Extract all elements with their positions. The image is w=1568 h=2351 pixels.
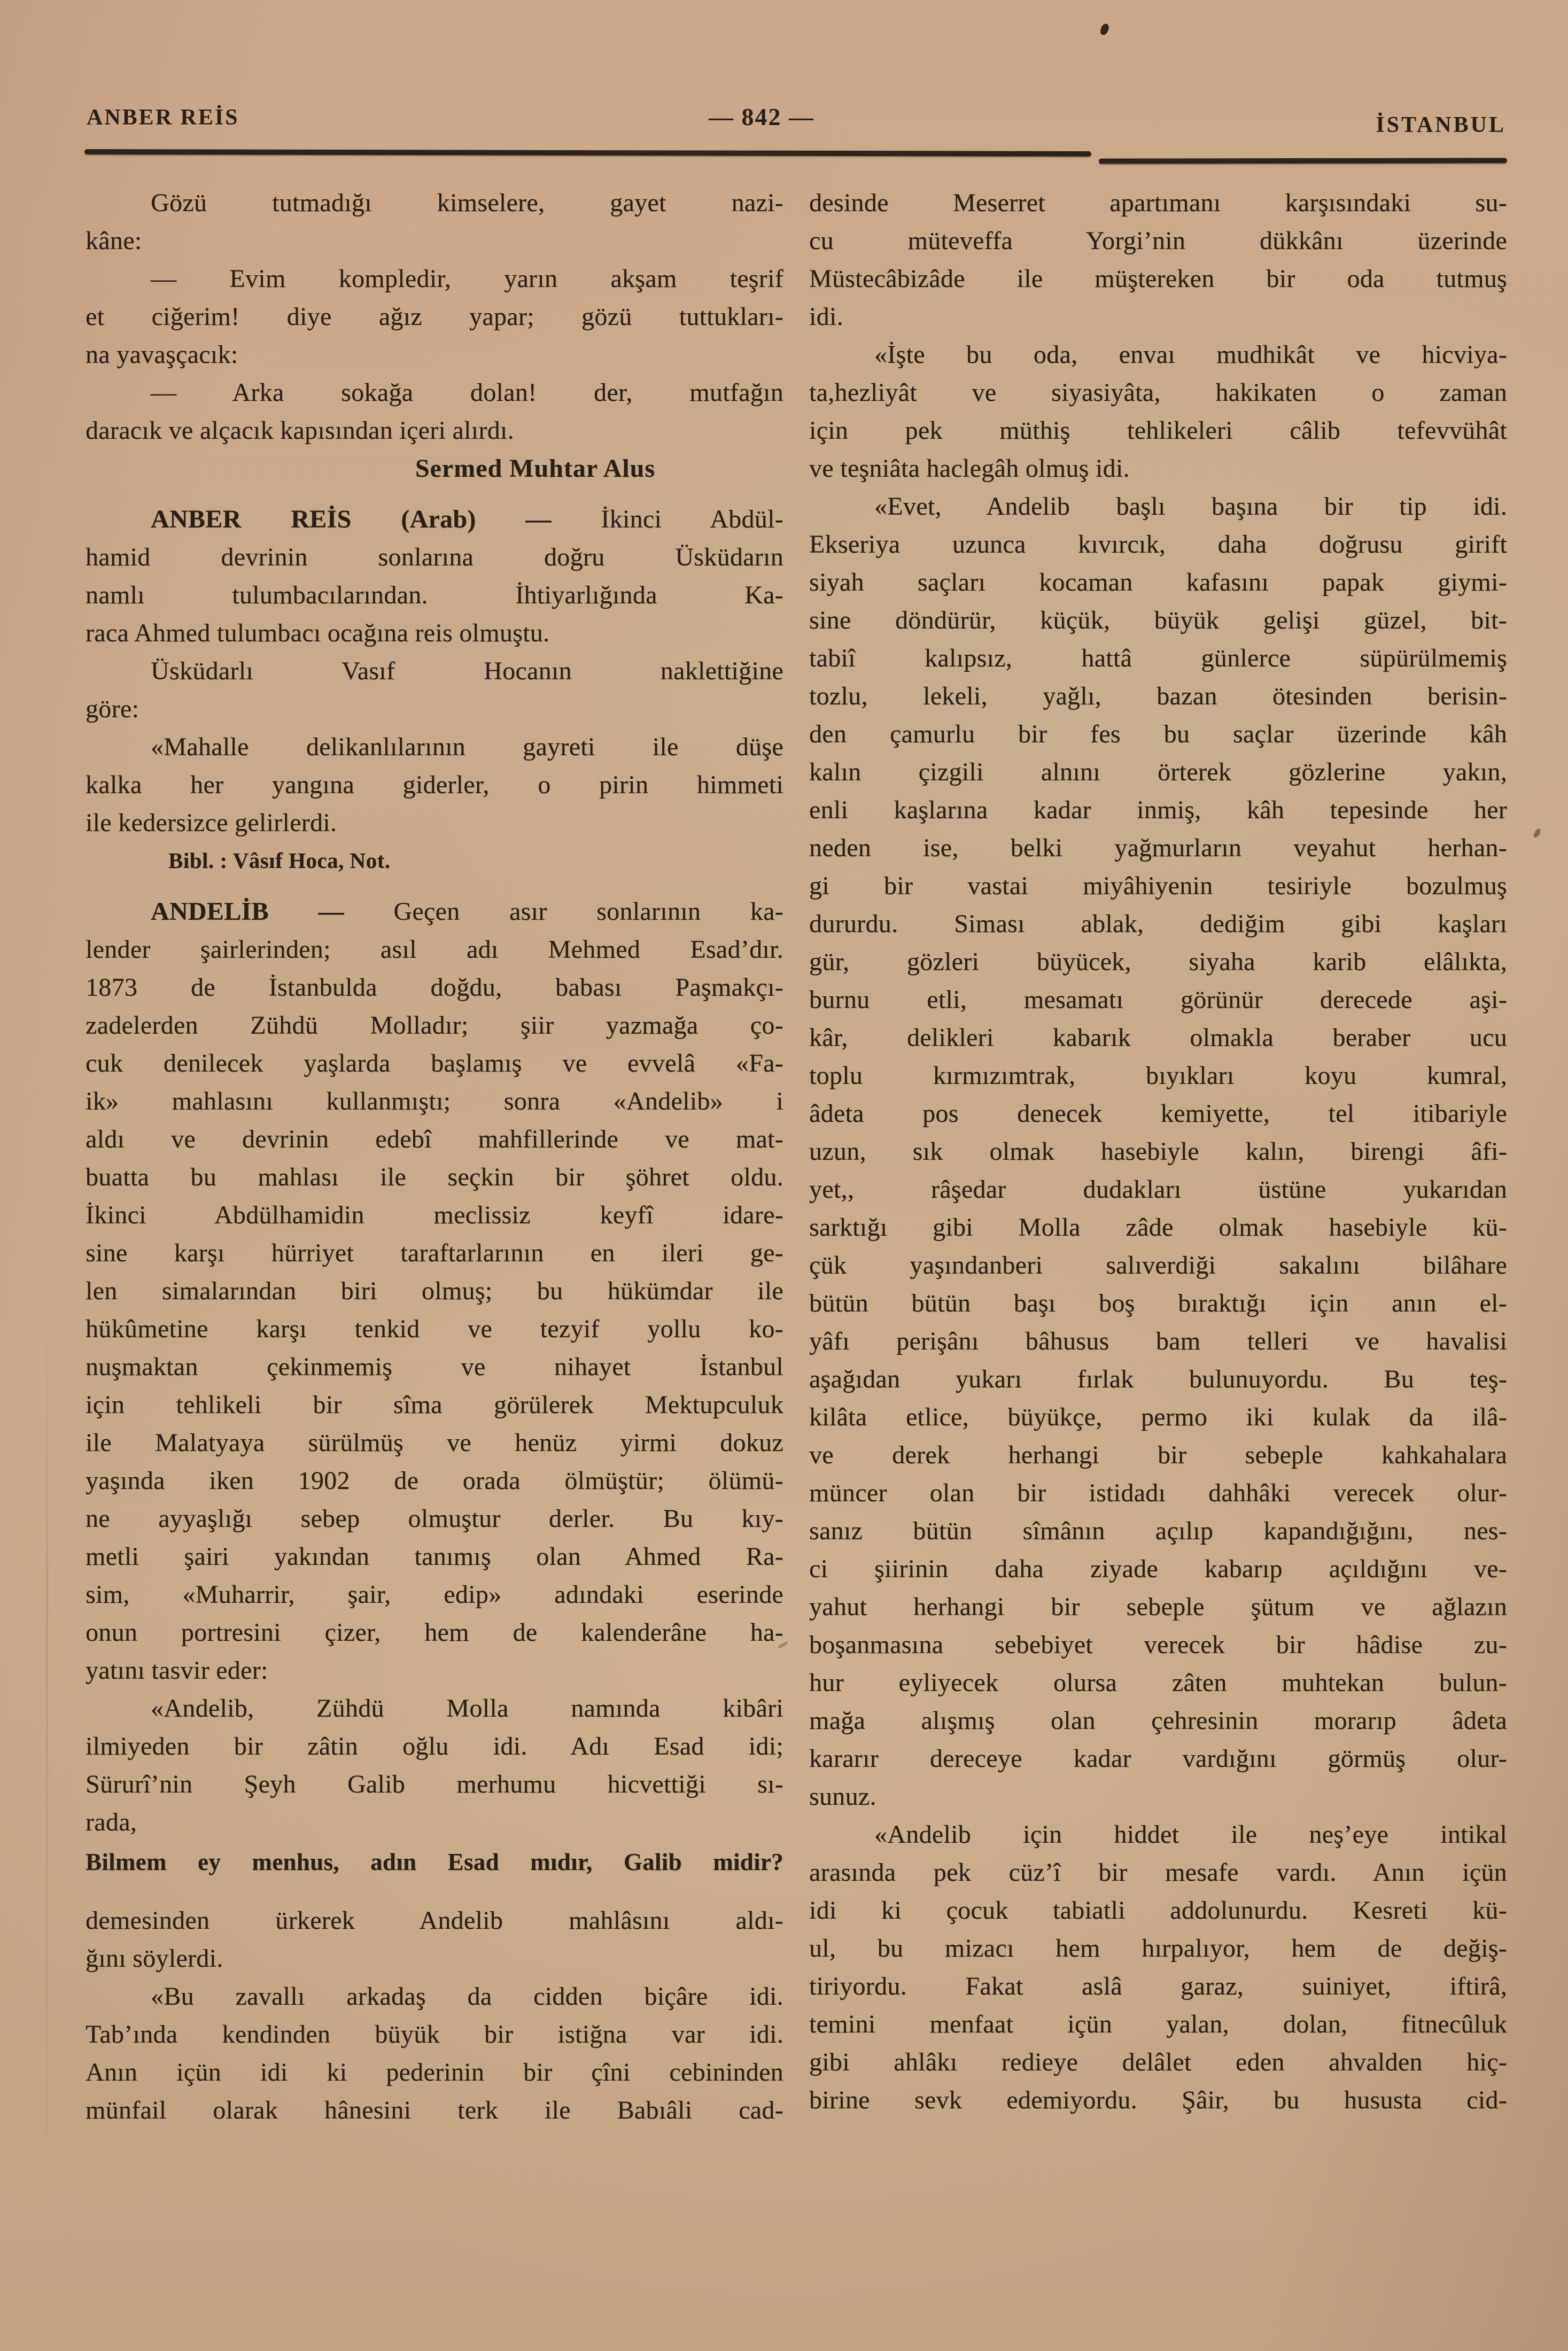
paragraph-normal: [86, 1902, 783, 1977]
entry-headword: ANBER REİS (Arab) —: [151, 505, 601, 533]
text-run: Anın içün idi ki pederinin bir çîni cebininden: [86, 2058, 783, 2086]
text-line: [809, 260, 1507, 298]
text-line: [809, 601, 1507, 639]
page-header: [0, 0, 1568, 144]
text-run: ne ayyaşlığı sebep olmuştur derler. Bu kıy-: [86, 1504, 783, 1533]
text-line: [86, 1386, 783, 1424]
text-run: idi.: [809, 302, 843, 331]
text-run: «Andelib için hiddet ile neş’eye intikal: [874, 1820, 1507, 1849]
header-rule-right-segment: [1099, 158, 1507, 164]
text-line: [809, 184, 1507, 222]
text-line: [86, 412, 783, 449]
text-line: [86, 2053, 783, 2091]
text-line: [86, 1006, 783, 1044]
text-run: daracık ve alçacık kapısından içeri alırdı.: [86, 416, 514, 445]
paragraph-normal: [86, 260, 783, 374]
text-run: Tab’ında kendinden büyük bir istiğna var idi.: [86, 2020, 783, 2049]
text-line: [809, 1550, 1507, 1588]
text-line: [86, 374, 783, 412]
text-run: den çamurlu bir fes bu saçlar üzerinde kâh: [809, 720, 1507, 748]
text-run: ul, bu mizacı hem hırpalıyor, hem de değiş-: [809, 1934, 1507, 1962]
text-line: [86, 1044, 783, 1082]
text-run: buatta bu mahlası ile seçkin bir şöhret oldu.: [86, 1163, 783, 1191]
text-line: [809, 1512, 1507, 1550]
text-line: [809, 1436, 1507, 1474]
text-run: ve teşniâta haclegâh olmuş idi.: [809, 454, 1130, 483]
text-line: [86, 1158, 783, 1196]
text-line: [86, 260, 783, 298]
text-line: [86, 184, 783, 222]
text-line: [86, 804, 783, 842]
text-line: [86, 690, 783, 728]
text-run: cuk denilecek yaşlarda başlamış ve evvelâ «Fa-: [86, 1049, 783, 1077]
text-line: [86, 1765, 783, 1803]
text-run: enli kaşlarına kadar inmiş, kâh tepesinde her: [809, 796, 1507, 824]
column-left: [86, 184, 783, 2129]
text-line: [86, 298, 783, 336]
text-run: dururdu. Siması ablak, dediğim gibi kaşları: [809, 910, 1507, 938]
text-run: kalın çizgili alnını örterek gözlerine yakın,: [809, 758, 1507, 786]
text-run: Ekseriya uzunca kıvırcık, daha doğrusu girift: [809, 530, 1507, 558]
text-run: ik» mahlasını kullanmıştı; sonra «Andelib» i: [86, 1087, 783, 1115]
text-line: [86, 1120, 783, 1158]
text-run: sunuz.: [809, 1782, 876, 1811]
text-run: Gözü tutmadığı kimselere, gayet nazi-: [151, 189, 783, 217]
text-line: [86, 500, 783, 538]
paragraph-normal: [809, 336, 1507, 487]
text-line: [809, 715, 1507, 753]
text-run: ilmiyeden bir zâtin oğlu idi. Adı Esad idi;: [86, 1732, 783, 1760]
text-line: [809, 563, 1507, 601]
text-line: [86, 1424, 783, 1462]
text-run: sim, «Muharrir, şair, edip» adındaki eserinde: [86, 1580, 783, 1609]
text-line: [809, 867, 1507, 905]
text-run: et ciğerim! diye ağız yapar; gözü tuttukları-: [86, 302, 783, 331]
text-line: [809, 1474, 1507, 1512]
text-run: gür, gözleri büyücek, siyaha karib elâlıkta,: [809, 948, 1507, 976]
text-line: [809, 1284, 1507, 1322]
text-run: tozlu, lekeli, yağlı, bazan ötesinden berisin-: [809, 682, 1507, 710]
text-run: ve derek herhangi bir sebeple kahkahalara: [809, 1441, 1507, 1469]
header-rule-left-segment: [84, 149, 1091, 157]
text-run: sanız bütün sîmânın açılıp kapandığığını, nes-: [809, 1517, 1507, 1545]
text-line: [86, 614, 783, 652]
text-run: yâfı perişânı bâhusus bam telleri ve havalisi: [809, 1327, 1507, 1355]
paragraph-normal: [86, 184, 783, 260]
text-line: [809, 677, 1507, 715]
text-line: [809, 2081, 1507, 2119]
text-run: İkinci Abdül-: [601, 505, 783, 533]
text-run: Sürurî’nin Şeyh Galib merhumu hicvettiği sı-: [86, 1770, 783, 1798]
text-line: [86, 968, 783, 1006]
text-run: âdeta pos denecek kemiyette, tel itibariyle: [809, 1099, 1507, 1128]
text-run: boşanmasına sebebiyet verecek bir hâdise zu-: [809, 1631, 1507, 1659]
text-line: [809, 639, 1507, 677]
text-run: rada,: [86, 1808, 137, 1836]
paragraph-verse: [86, 1843, 783, 1881]
text-run: münfail olarak hânesini terk ile Babıâli cad-: [86, 2096, 783, 2124]
text-line: [86, 1082, 783, 1120]
text-run: kilâta etlice, büyükçe, permo iki kulak da ilâ-: [809, 1403, 1507, 1431]
text-run: — Evim kompledir, yarın akşam teşrif: [151, 265, 783, 293]
text-run: Geçen asır sonlarının ka-: [393, 897, 783, 926]
paragraph-normal: [809, 184, 1507, 336]
text-line: [86, 1727, 783, 1765]
text-run: yahut herhangi bir sebeple şütum ve ağlazın: [809, 1593, 1507, 1621]
text-line: [809, 943, 1507, 981]
text-run: arasında pek cüz’î bir mesafe vardı. Anın içün: [809, 1858, 1507, 1887]
text-line: [86, 1272, 783, 1310]
paragraph-entry: [86, 500, 783, 652]
text-run: — Arka sokağa dolan! der, mutfağın: [151, 378, 783, 407]
text-line: [809, 412, 1507, 449]
text-run: için tehlikeli bir sîma görülerek Mektupculuk: [86, 1391, 783, 1419]
page-number: — 842 —: [709, 103, 814, 130]
paragraph-bibl: [86, 842, 783, 880]
paragraph-normal: [809, 487, 1507, 1815]
text-run: na yavaşçacık:: [86, 340, 238, 369]
text-run: gibi ahlâkı redieye delâlet eden ahvalden hiç-: [809, 2048, 1507, 2076]
text-line: [86, 1939, 783, 1977]
text-line: [86, 893, 783, 930]
text-run: birine sevk edemiyordu. Şâir, bu hususta cid-: [809, 2086, 1507, 2114]
text-line: [86, 1462, 783, 1500]
text-run: «Bu zavallı arkadaş da cidden biçâre idi.: [151, 1982, 783, 2011]
text-run: hükûmetine karşı tenkid ve tezyif yollu ko-: [86, 1315, 783, 1343]
text-run: kararır dereceye kadar vardığını görmüş olur-: [809, 1744, 1507, 1773]
text-line: [86, 652, 783, 690]
text-line: [86, 2015, 783, 2053]
text-line: [809, 1057, 1507, 1095]
text-line: [86, 842, 783, 880]
text-line: [809, 1095, 1507, 1132]
text-run: yatını tasvir eder:: [86, 1656, 268, 1685]
text-line: [809, 1929, 1507, 1967]
text-run: kâne:: [86, 227, 142, 255]
text-line: [809, 525, 1507, 563]
text-run: aşağıdan yukarı fırlak bulunuyordu. Bu teş-: [809, 1365, 1507, 1393]
text-line: [86, 1576, 783, 1613]
text-line: [86, 930, 783, 968]
text-line: [86, 449, 783, 487]
text-line: [809, 1702, 1507, 1740]
text-line: [809, 1853, 1507, 1891]
text-run: zadelerden Zühdü Molladır; şiir yazmağa ço-: [86, 1011, 783, 1039]
text-line: [809, 1778, 1507, 1815]
text-run: Müstecâbizâde ile müştereken bir oda tutmuş: [809, 265, 1507, 293]
text-run: tiriyordu. Fakat aslâ garaz, suiniyet, iftirâ,: [809, 1972, 1507, 2000]
text-line: [809, 2043, 1507, 2081]
text-line: [86, 2091, 783, 2129]
text-line: [809, 487, 1507, 525]
text-line: [809, 1967, 1507, 2005]
text-run: 1873 de İstanbulda doğdu, babası Paşmakçı-: [86, 973, 783, 1002]
text-line: [86, 222, 783, 260]
text-line: [809, 1322, 1507, 1360]
text-run: demesinden ürkerek Andelib mahlâsını aldı-: [86, 1906, 783, 1935]
paper-scratch: [46, 1309, 48, 2245]
text-run: ile Malatyaya sürülmüş ve henüz yirmi dokuz: [86, 1429, 783, 1457]
text-line: [86, 1902, 783, 1939]
text-line: [809, 1398, 1507, 1436]
entry-headword: ANDELİB —: [151, 897, 394, 926]
text-run: Sermed Muhtar Alus: [415, 454, 655, 483]
text-run: lender şairlerinden; asıl adı Mehmed Esad’dır.: [86, 935, 783, 964]
text-line: [809, 222, 1507, 260]
text-run: len simalarından biri olmuş; bu hükümdar ile: [86, 1277, 783, 1305]
text-line: [86, 1310, 783, 1348]
text-run: sine döndürür, küçük, büyük gelişi güzel, bit-: [809, 606, 1507, 634]
text-run: ci şiirinin daha ziyade kabarıp açıldığını ve-: [809, 1555, 1507, 1583]
text-run: ile kedersizce gelirlerdi.: [86, 809, 337, 837]
text-run: nuşmaktan çekinmemiş ve nihayet İstanbul: [86, 1353, 783, 1381]
text-run: ta,hezliyât ve siyasiyâta, hakikaten o zaman: [809, 378, 1507, 407]
text-run: Üsküdarlı Vasıf Hocanın naklettiğine: [151, 657, 783, 685]
text-run: desinde Meserret apartımanı karşısındaki su-: [809, 189, 1507, 217]
text-run: namlı tulumbacılarından. İhtiyarlığında Ka-: [86, 581, 783, 609]
text-run: ğını söylerdi.: [86, 1944, 223, 1973]
text-line: [86, 1689, 783, 1727]
text-run: idi ki çocuk tabiatli addolunurdu. Kesreti kü-: [809, 1896, 1507, 1925]
paragraph-normal: [86, 728, 783, 842]
text-line: [809, 829, 1507, 867]
text-run: Bilmem ey menhus, adın Esad mıdır, Galib midir?: [86, 1849, 783, 1875]
text-line: [809, 1246, 1507, 1284]
running-title-right: İSTANBUL: [1376, 113, 1506, 137]
text-run: bütün bütün başı boş bıraktığı için anın el-: [809, 1289, 1507, 1317]
text-line: [86, 1500, 783, 1538]
text-run: tabiî kalıpsız, hattâ günlerce süpürülmemiş: [809, 644, 1507, 672]
text-line: [809, 1740, 1507, 1778]
text-line: [86, 336, 783, 374]
text-run: yet,, râşedar dudakları üstüne yukarıdan: [809, 1175, 1507, 1204]
text-run: onun portresini çizer, hem de kalenderâne ha-: [86, 1618, 783, 1647]
text-line: [809, 1664, 1507, 1702]
text-line: [809, 449, 1507, 487]
text-run: Bibl. : Vâsıf Hoca, Not.: [168, 848, 391, 873]
text-run: metli şairi yakından tanımış olan Ahmed Ra-: [86, 1542, 783, 1571]
ink-speck: [1533, 828, 1542, 839]
text-run: raca Ahmed tulumbacı ocağına reis olmuştu.: [86, 619, 550, 647]
text-line: [86, 576, 783, 614]
paragraph-entry: [86, 893, 783, 1689]
text-line: [86, 1348, 783, 1386]
text-line: [86, 1803, 783, 1841]
paragraph-normal: [86, 652, 783, 728]
text-line: [809, 791, 1507, 829]
text-line: [809, 1626, 1507, 1664]
text-run: müncer olan bir istidadı dahhâki verecek olur-: [809, 1479, 1507, 1507]
text-run: cu müteveffa Yorgi’nin dükkânı üzerinde: [809, 227, 1507, 255]
text-run: «Evet, Andelib başlı başına bir tip idi.: [874, 492, 1507, 521]
column-right: [809, 184, 1507, 2119]
running-title-left: ANBER REİS: [87, 105, 239, 130]
text-line: [809, 374, 1507, 412]
text-line: [86, 1651, 783, 1689]
text-line: [809, 753, 1507, 791]
paragraph-normal: [86, 1977, 783, 2129]
text-run: gi bir vastai miyâhiyenin tesiriyle bozulmuş: [809, 872, 1507, 900]
text-line: [809, 336, 1507, 374]
text-run: siyah saçları kocaman kafasını papak giymi-: [809, 568, 1507, 596]
text-run: mağa alışmış olan çehresinin morarıp âdeta: [809, 1706, 1507, 1735]
text-run: hamid devrinin sonlarına doğru Üsküdarın: [86, 543, 783, 571]
text-line: [809, 905, 1507, 943]
text-line: [809, 1891, 1507, 1929]
text-run: burnu etli, mesamatı görünür derecede aşi-: [809, 986, 1507, 1014]
text-line: [86, 1613, 783, 1651]
text-line: [809, 981, 1507, 1019]
text-run: yaşında iken 1902 de orada ölmüştür; ölümü-: [86, 1467, 783, 1495]
text-run: İkinci Abdülhamidin meclissiz keyfî idare-: [86, 1201, 783, 1229]
text-line: [809, 298, 1507, 336]
paragraph-normal: [86, 374, 783, 449]
text-run: kalka her yangına giderler, o pirin himmeti: [86, 771, 783, 799]
text-run: için pek müthiş tehlikeleri câlib tefevvühât: [809, 416, 1507, 445]
paragraph-normal: [86, 1689, 783, 1841]
text-line: [86, 1234, 783, 1272]
text-run: «Andelib, Zühdü Molla namında kibâri: [151, 1694, 783, 1722]
text-line: [809, 1208, 1507, 1246]
paragraph-normal: [809, 1815, 1507, 2119]
text-run: hur eyliyecek olursa zâten muhtekan bulun-: [809, 1669, 1507, 1697]
text-line: [809, 1360, 1507, 1398]
text-run: «İşte bu oda, envaı mudhikât ve hicviya-: [874, 340, 1507, 369]
text-run: sarktığı gibi Molla zâde olmak hasebiyle kü-: [809, 1213, 1507, 1242]
text-line: [86, 728, 783, 766]
text-line: [809, 2005, 1507, 2043]
text-run: neden ise, belki yağmurların veyahut herhan-: [809, 834, 1507, 862]
text-run: «Mahalle delikanlılarının gayreti ile düşe: [151, 733, 783, 761]
text-line: [86, 538, 783, 576]
text-run: kâr, delikleri kabarık olmakla beraber ucu: [809, 1023, 1507, 1052]
text-run: aldı ve devrinin edebî mahfillerinde ve mat-: [86, 1125, 783, 1153]
text-run: uzun, sık olmak hasebiyle kalın, birengi âfi-: [809, 1137, 1507, 1166]
text-run: sine karşı hürriyet taraftarlarının en ileri ge-: [86, 1239, 783, 1267]
text-run: toplu kırmızımtrak, bıyıkları koyu kumral,: [809, 1061, 1507, 1090]
paragraph-signature: [86, 449, 783, 487]
text-line: [86, 1538, 783, 1576]
text-line: [86, 1977, 783, 2015]
text-run: çük yaşındanberi salıverdiği sakalını bilâhare: [809, 1251, 1507, 1279]
text-line: [809, 1132, 1507, 1170]
text-line: [809, 1019, 1507, 1057]
text-line: [809, 1170, 1507, 1208]
text-run: göre:: [86, 695, 139, 723]
text-line: [86, 766, 783, 804]
text-line: [86, 1196, 783, 1234]
text-run: temini menfaat içün yalan, dolan, fitnecûluk: [809, 2010, 1507, 2038]
text-line: [809, 1588, 1507, 1626]
text-line: [809, 1815, 1507, 1853]
text-line: [86, 1843, 783, 1881]
